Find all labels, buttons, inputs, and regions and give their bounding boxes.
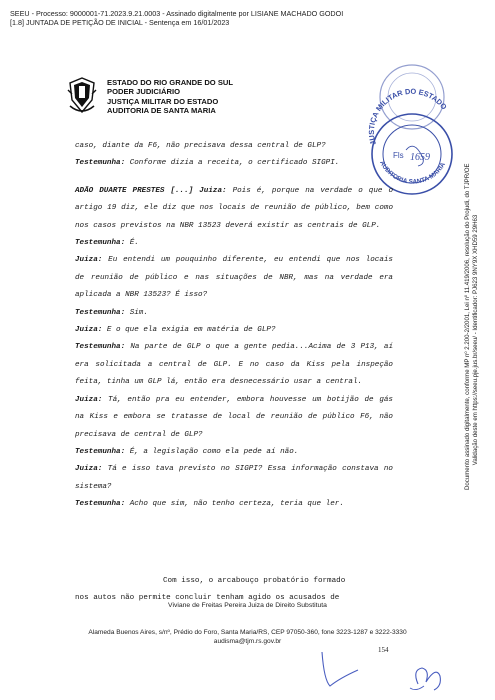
speaker-label: Juiza: [75, 465, 103, 474]
speech-text: É. [125, 239, 139, 248]
footer-email: audisma@tjm.rs.gov.br [213, 638, 282, 645]
stamp-fls-number: 1659 [410, 152, 430, 163]
footer-address: Alameda Buenos Aires, s/nº, Prédio do Foro, Santa Maria/RS, CEP 97050-360, fone 3223-1287 e 3222-3330 [88, 629, 407, 636]
closing-line: nos autos não permite concluir tenham agido os acusados de [75, 594, 340, 602]
speech-text: Eu entendi um pouquinho diferente, eu entendi que nos locais de reunião de público e nas situações de NBR, mas na verdade era aplicada a NBR 13523? É isso? [75, 256, 393, 300]
transcript-paragraph [75, 339, 393, 391]
letterhead-line: PODER JUDICIÁRIO [107, 87, 180, 97]
speech-text: Tá, então pra eu entender, embora houvesse um botijão de gás na Kiss e embora se tratasse de local de reunião de público F6, não precisava de central de GLP? [75, 395, 393, 439]
letterhead-text [107, 78, 233, 116]
closing-text: Com isso, o arcabouço probatório formado [163, 577, 346, 585]
process-line: SEEU - Processo: 9000001-71.2023.9.21.0003 - Assinado digitalmente por LISIANE MACHADO GODOI [10, 9, 344, 18]
closing-line [75, 573, 393, 590]
speech-text: É, a legislação como ela pede aí não. [125, 447, 299, 456]
speech-text: Conforme dizia a receita, o certificado SIGPI. [125, 159, 340, 168]
speech-text: Sim. [125, 308, 148, 317]
transcript-paragraph [75, 155, 393, 172]
speaker-label: Testemunha: [75, 343, 126, 352]
speaker-label: Testemunha: [75, 308, 126, 317]
transcript-paragraph [75, 305, 393, 322]
movement-line: [1.8] JUNTADA DE PETIÇÃO DE INICIAL - Sentença em 16/01/2023 [10, 18, 230, 27]
speech-text: E o que ela exigia em matéria de GLP? [102, 326, 276, 335]
speech-text: Pois é, porque na verdade o que o artigo 19 diz, ele diz que nos locais de reunião de público, bem como nos casos previstos na NBR 13523 deverá existir as centrais de GLP. [75, 186, 393, 230]
side-line: Validação deste em https://seeu.pje.jus.br/seeu/ - Identificador: PJ623 9NY9X XHD59 29H63 [472, 214, 479, 466]
speech-text: Acho que sim, não tenho certeza, teria que ler. [125, 500, 344, 509]
speaker-label: Juiza: [75, 256, 103, 265]
letterhead-line: AUDITORIA DE SANTA MARIA [107, 106, 216, 116]
letterhead-line: JUSTIÇA MILITAR DO ESTADO [107, 96, 219, 106]
transcript-paragraph [75, 496, 393, 513]
digital-signature-note [464, 163, 480, 490]
transcript-paragraph [75, 461, 393, 496]
stamp-fls-label: Fls [393, 151, 404, 160]
side-line: Documento assinado digitalmente, conforme MP nº 2.200-2/2001, Lei nº 11.419/2006, resolução do Projudi, do TJPR/OE [464, 163, 472, 490]
speaker-label: Testemunha: [75, 239, 126, 248]
transcript-body [75, 138, 393, 514]
signer-line: Viviane de Freitas Pereira Juiza de Direito Substituta [168, 602, 327, 609]
transcript-paragraph [75, 138, 393, 155]
speaker-label: Testemunha: [75, 447, 126, 456]
transcript-paragraph [75, 183, 393, 235]
handwritten-signatures [300, 640, 450, 695]
stamp-text: JUSTIÇA MILITAR DO ESTADO [366, 86, 449, 146]
speaker-label: Juiza: [75, 326, 103, 335]
transcript-paragraph [75, 252, 393, 304]
transcript-paragraph [75, 444, 393, 461]
page-number: 154 [378, 646, 389, 654]
speaker-label: Juiza: [75, 395, 103, 404]
eseeu-header [10, 9, 343, 27]
speaker-label: Testemunha: [75, 500, 126, 509]
transcript-paragraph [75, 235, 393, 252]
speech-text: Na parte de GLP o que a gente pedia...Acima de 3 P13, aí era solicitada a central de GLP. E no caso da Kiss pela inspeção feita, tinha um GLP lá, então era desnecessário usar a central. [75, 343, 393, 387]
stamp-subtext: AUDITORIA SANTA MARIA [378, 159, 447, 186]
speech-text: Tá e isso tava previsto no SIGPI? Essa informação constava no sistema? [75, 465, 393, 491]
speaker-label: Testemunha: [75, 159, 126, 168]
speech-text: caso, diante da F6, não precisava dessa central de GLP? [75, 142, 326, 150]
transcript-paragraph [75, 392, 393, 444]
coat-of-arms-icon [67, 76, 97, 114]
transcript-paragraph [75, 322, 393, 339]
speaker-label: ADÃO DUARTE PRESTES [...] Juiza: [75, 186, 227, 195]
letterhead-line: ESTADO DO RIO GRANDE DO SUL [107, 78, 234, 87]
